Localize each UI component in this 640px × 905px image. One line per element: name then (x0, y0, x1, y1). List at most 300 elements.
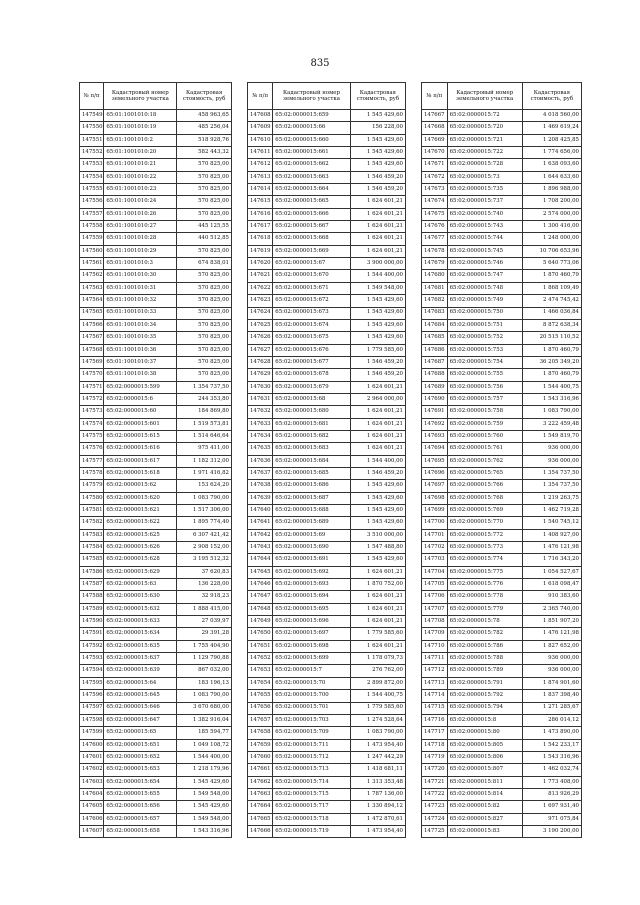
cadastral-number: 65:02:0000015:672 (273, 295, 350, 307)
row-number: 147704 (422, 566, 448, 578)
table-row (80, 690, 232, 702)
cadastral-value: 136 228,00 (177, 579, 232, 591)
cadastral-number: 65:02:0000015:728 (447, 159, 522, 171)
table-row (80, 307, 232, 319)
table-row (248, 603, 406, 615)
table-row (422, 295, 582, 307)
table-row (422, 393, 582, 405)
table-row (80, 221, 232, 233)
cadastral-value: 1 787 136,00 (350, 788, 405, 800)
row-number: 147643 (248, 542, 273, 554)
row-number: 147720 (422, 764, 448, 776)
cadastral-number: 65:02:0000015:617 (104, 455, 177, 467)
cadastral-value: 1 546 459,20 (350, 184, 405, 196)
cadastral-value: 1 545 429,60 (350, 307, 405, 319)
row-number: 147660 (248, 751, 273, 763)
cadastral-number: 65:02:0000015:67 (273, 258, 350, 270)
table-row (80, 764, 232, 776)
cadastral-number: 65:02:0000015:620 (104, 492, 177, 504)
header-number: № п/п (422, 83, 448, 110)
cadastral-number: 65:02:0000015:737 (447, 196, 522, 208)
cadastral-number: 65:02:0000015:68 (273, 393, 350, 405)
cadastral-value: 20 515 110,52 (522, 332, 581, 344)
cadastral-number: 65:02:0000015:811 (447, 776, 522, 788)
cadastral-number: 65:02:0000015:657 (104, 813, 177, 825)
cadastral-value: 1 888 415,00 (177, 603, 232, 615)
cadastral-number: 65:02:0000015:601 (104, 418, 177, 430)
table-row (80, 739, 232, 751)
cadastral-value: 570 825,00 (177, 270, 232, 282)
cadastral-value: 1 545 429,60 (350, 505, 405, 517)
cadastral-number: 65:02:0000015:629 (104, 566, 177, 578)
row-number: 147604 (80, 788, 104, 800)
cadastral-number: 65:02:0000015:635 (104, 640, 177, 652)
table-row (248, 430, 406, 442)
row-number: 147563 (80, 282, 104, 294)
table-row (248, 542, 406, 554)
table-row (80, 492, 232, 504)
table-row (422, 147, 582, 159)
table-row (80, 245, 232, 257)
row-number: 147630 (248, 381, 273, 393)
cadastral-number: 65:02:0000015:766 (447, 480, 522, 492)
cadastral-value: 1 545 429,60 (350, 319, 405, 331)
row-number: 147637 (248, 467, 273, 479)
row-number: 147657 (248, 714, 273, 726)
cadastral-value: 1 219 263,75 (522, 492, 581, 504)
table-row (80, 270, 232, 282)
cadastral-value: 1 382 916,04 (177, 714, 232, 726)
table-row (80, 208, 232, 220)
cadastral-value: 3 195 512,32 (177, 554, 232, 566)
table-row (248, 233, 406, 245)
page-number: 835 (310, 58, 330, 69)
row-number: 147701 (422, 529, 448, 541)
row-number: 147651 (248, 640, 273, 652)
cadastral-number: 65:02:0000015:8 (447, 714, 522, 726)
cadastral-number: 65:02:0000015:774 (447, 554, 522, 566)
header-cadastral-number: Кадастровый номер земельного участка (273, 83, 350, 110)
cadastral-number: 65:01:1001010:37 (104, 356, 177, 368)
cadastral-value: 5 640 773,06 (522, 258, 581, 270)
header-cadastral-value: Кадастровая стоимость, руб (522, 83, 581, 110)
row-number: 147690 (422, 393, 448, 405)
table-row (80, 801, 232, 813)
table-row (80, 332, 232, 344)
row-number: 147619 (248, 245, 273, 257)
cadastral-value: 1 827 652,00 (522, 640, 581, 652)
cadastral-value: 1 624 601,21 (350, 443, 405, 455)
cadastral-value: 1 624 601,21 (350, 591, 405, 603)
cadastral-number: 65:02:0000015:753 (447, 344, 522, 356)
cadastral-number: 65:02:0000015:687 (273, 492, 350, 504)
row-number: 147632 (248, 406, 273, 418)
table-row (248, 245, 406, 257)
cadastral-number: 65:02:0000015:769 (447, 505, 522, 517)
cadastral-value: 570 825,00 (177, 295, 232, 307)
cadastral-value: 1 624 601,21 (350, 430, 405, 442)
row-number: 147718 (422, 739, 448, 751)
cadastral-value: 1 473 890,00 (522, 727, 581, 739)
table-row (80, 566, 232, 578)
cadastral-number: 65:02:0000015:645 (104, 690, 177, 702)
row-number: 147595 (80, 677, 104, 689)
cadastral-number: 65:02:0000015:684 (273, 455, 350, 467)
row-number: 147610 (248, 134, 273, 146)
cadastral-value: 2 964 000,00 (350, 393, 405, 405)
cadastral-value: 1 330 894,12 (350, 801, 405, 813)
table-row (248, 467, 406, 479)
row-number: 147593 (80, 653, 104, 665)
cadastral-number: 65:02:0000015:697 (273, 628, 350, 640)
row-number: 147668 (422, 122, 448, 134)
table-row (80, 653, 232, 665)
table-row (422, 764, 582, 776)
cadastral-value: 936 000,00 (522, 443, 581, 455)
cadastral-number: 65:02:0000015:646 (104, 702, 177, 714)
cadastral-number: 65:02:0000015:748 (447, 282, 522, 294)
cadastral-number: 65:02:0000015:681 (273, 418, 350, 430)
table-row (248, 184, 406, 196)
cadastral-number: 65:02:0000015:696 (273, 616, 350, 628)
table-row (248, 751, 406, 763)
row-number: 147558 (80, 221, 104, 233)
row-number: 147665 (248, 813, 273, 825)
cadastral-value: 1 544 400,75 (522, 381, 581, 393)
table-row (422, 270, 582, 282)
row-number: 147678 (422, 245, 448, 257)
row-number: 147553 (80, 159, 104, 171)
cadastral-number: 65:02:0000015:660 (273, 134, 350, 146)
table-row (80, 813, 232, 825)
cadastral-number: 65:02:0000015:69 (273, 529, 350, 541)
cadastral-number: 65:02:0000015:759 (447, 418, 522, 430)
cadastral-number: 65:01:1001010:36 (104, 344, 177, 356)
table-row (80, 702, 232, 714)
row-number: 147554 (80, 171, 104, 183)
cadastral-value: 440 512,85 (177, 233, 232, 245)
row-number: 147613 (248, 171, 273, 183)
row-number: 147572 (80, 393, 104, 405)
table-row (422, 480, 582, 492)
table-row (422, 554, 582, 566)
row-number: 147705 (422, 579, 448, 591)
table-row (422, 110, 582, 122)
table-row (248, 344, 406, 356)
cadastral-value: 570 825,00 (177, 171, 232, 183)
row-number: 147682 (422, 295, 448, 307)
row-number: 147624 (248, 307, 273, 319)
cadastral-value: 1 462 032,74 (522, 764, 581, 776)
cadastral-value: 570 825,00 (177, 319, 232, 331)
row-number: 147562 (80, 270, 104, 282)
cadastral-number: 65:02:0000015:699 (273, 653, 350, 665)
row-number: 147628 (248, 356, 273, 368)
table-row (248, 788, 406, 800)
cadastral-value: 3 222 459,48 (522, 418, 581, 430)
cadastral-number: 65:01:1001010:33 (104, 307, 177, 319)
cadastral-value: 1 624 601,21 (350, 640, 405, 652)
row-number: 147655 (248, 690, 273, 702)
row-number: 147581 (80, 505, 104, 517)
cadastral-number: 65:02:0000015:689 (273, 517, 350, 529)
table-row (248, 505, 406, 517)
row-number: 147669 (422, 134, 448, 146)
cadastral-number: 65:02:0000015:654 (104, 776, 177, 788)
cadastral-number: 65:02:0000015:792 (447, 690, 522, 702)
cadastral-number: 65:02:0000015:679 (273, 381, 350, 393)
cadastral-value: 37 620,83 (177, 566, 232, 578)
cadastral-number: 65:02:0000015:680 (273, 406, 350, 418)
row-number: 147663 (248, 788, 273, 800)
row-number: 147681 (422, 282, 448, 294)
row-number: 147560 (80, 245, 104, 257)
cadastral-number: 65:02:0000015:794 (447, 702, 522, 714)
cadastral-number: 65:02:0000015:695 (273, 603, 350, 615)
cadastral-value: 1 971 416,82 (177, 467, 232, 479)
row-number: 147695 (422, 455, 448, 467)
table-row (248, 122, 406, 134)
cadastral-number: 65:01:1001010:35 (104, 332, 177, 344)
table-row (248, 147, 406, 159)
table-row (248, 319, 406, 331)
cadastral-number: 65:02:0000015:7 (273, 665, 350, 677)
cadastral-value: 1 545 429,60 (350, 480, 405, 492)
cadastral-number: 65:02:0000015:662 (273, 159, 350, 171)
row-number: 147615 (248, 196, 273, 208)
cadastral-value: 184 869,80 (177, 406, 232, 418)
cadastral-value: 1 549 548,00 (177, 788, 232, 800)
row-number: 147585 (80, 554, 104, 566)
row-number: 147646 (248, 579, 273, 591)
table-row (248, 418, 406, 430)
table-row (80, 727, 232, 739)
cadastral-value: 1 545 429,60 (350, 134, 405, 146)
table-row (80, 529, 232, 541)
cadastral-value: 518 928,76 (177, 134, 232, 146)
table-row (422, 665, 582, 677)
cadastral-number: 65:02:0000015:747 (447, 270, 522, 282)
table-row (80, 319, 232, 331)
table-row (80, 591, 232, 603)
table-row (80, 369, 232, 381)
cadastral-value: 1 182 312,00 (177, 455, 232, 467)
row-number: 147605 (80, 801, 104, 813)
cadastral-table-column-1 (79, 82, 232, 838)
table-row (422, 430, 582, 442)
cadastral-value: 1 542 233,17 (522, 739, 581, 751)
table-row (80, 258, 232, 270)
table-row (80, 714, 232, 726)
row-number: 147570 (80, 369, 104, 381)
cadastral-number: 65:02:0000015:791 (447, 677, 522, 689)
cadastral-value: 570 825,00 (177, 344, 232, 356)
cadastral-value: 29 391,28 (177, 628, 232, 640)
row-number: 147592 (80, 640, 104, 652)
table-row (248, 110, 406, 122)
cadastral-number: 65:02:0000015:761 (447, 443, 522, 455)
cadastral-number: 65:02:0000015:752 (447, 332, 522, 344)
table-row (248, 134, 406, 146)
cadastral-value: 570 825,00 (177, 184, 232, 196)
row-number: 147687 (422, 356, 448, 368)
table-row (248, 529, 406, 541)
table-row (248, 801, 406, 813)
table-row (80, 628, 232, 640)
row-number: 147664 (248, 801, 273, 813)
cadastral-value: 8 872 638,34 (522, 319, 581, 331)
cadastral-value: 1 049 108,72 (177, 739, 232, 751)
table-row (248, 628, 406, 640)
cadastral-value: 1 544 400,75 (350, 690, 405, 702)
table-row (422, 233, 582, 245)
cadastral-value: 1 054 527,67 (522, 566, 581, 578)
cadastral-number: 65:01:1001010:29 (104, 245, 177, 257)
cadastral-number: 65:02:0000015:721 (447, 134, 522, 146)
cadastral-value: 183 196,13 (177, 677, 232, 689)
cadastral-value: 1 545 429,60 (350, 492, 405, 504)
row-number: 147555 (80, 184, 104, 196)
row-number: 147724 (422, 813, 448, 825)
cadastral-value: 2 899 872,00 (350, 677, 405, 689)
cadastral-value: 1 418 681,11 (350, 764, 405, 776)
row-number: 147672 (422, 171, 448, 183)
row-number: 147722 (422, 788, 448, 800)
table-row (80, 282, 232, 294)
cadastral-value: 813 926,29 (522, 788, 581, 800)
cadastral-number: 65:02:0000015:719 (273, 825, 350, 837)
cadastral-value: 1 514 646,64 (177, 430, 232, 442)
cadastral-number: 65:02:0000015:63 (104, 579, 177, 591)
row-number: 147611 (248, 147, 273, 159)
row-number: 147650 (248, 628, 273, 640)
row-number: 147568 (80, 344, 104, 356)
cadastral-value: 570 825,00 (177, 245, 232, 257)
cadastral-value: 936 000,00 (522, 653, 581, 665)
row-number: 147716 (422, 714, 448, 726)
cadastral-value: 1 546 459,20 (350, 369, 405, 381)
cadastral-value: 1 779 585,60 (350, 702, 405, 714)
row-number: 147725 (422, 825, 448, 837)
cadastral-value: 1 837 398,40 (522, 690, 581, 702)
table-row (422, 208, 582, 220)
row-number: 147549 (80, 110, 104, 122)
cadastral-value: 570 825,00 (177, 196, 232, 208)
cadastral-number: 65:02:0000015:735 (447, 184, 522, 196)
table-row (248, 616, 406, 628)
cadastral-number: 65:01:1001010:28 (104, 233, 177, 245)
cadastral-number: 65:02:0000015:751 (447, 319, 522, 331)
table-row (248, 690, 406, 702)
cadastral-number: 65:02:0000015:80 (447, 727, 522, 739)
cadastral-number: 65:02:0000015:64 (104, 677, 177, 689)
table-row (422, 690, 582, 702)
cadastral-number: 65:02:0000015:713 (273, 764, 350, 776)
cadastral-value: 570 825,00 (177, 369, 232, 381)
cadastral-value: 1 543 316,96 (522, 393, 581, 405)
cadastral-value: 1 545 429,60 (350, 295, 405, 307)
cadastral-value: 570 825,00 (177, 282, 232, 294)
cadastral-value: 1 469 619,24 (522, 122, 581, 134)
row-number: 147616 (248, 208, 273, 220)
cadastral-value: 2 574 000,00 (522, 208, 581, 220)
cadastral-value: 570 825,00 (177, 159, 232, 171)
cadastral-value: 2 908 152,00 (177, 542, 232, 554)
cadastral-value: 1 546 459,20 (350, 171, 405, 183)
table-row (248, 196, 406, 208)
cadastral-number: 65:02:0000015:717 (273, 801, 350, 813)
cadastral-value: 1 851 907,20 (522, 616, 581, 628)
cadastral-value: 1 624 601,21 (350, 208, 405, 220)
cadastral-number: 65:02:0000015:633 (104, 616, 177, 628)
table-row (422, 579, 582, 591)
cadastral-value: 1 476 121,98 (522, 542, 581, 554)
cadastral-value: 1 462 719,28 (522, 505, 581, 517)
table-row (422, 739, 582, 751)
row-number: 147642 (248, 529, 273, 541)
table-row (422, 616, 582, 628)
table-row (248, 640, 406, 652)
cadastral-value: 1 708 200,00 (522, 196, 581, 208)
table-row (422, 344, 582, 356)
cadastral-number: 65:02:0000015:760 (447, 430, 522, 442)
cadastral-number: 65:02:0000015:714 (273, 776, 350, 788)
row-number: 147601 (80, 751, 104, 763)
cadastral-number: 65:01:1001010:18 (104, 110, 177, 122)
table-row (422, 788, 582, 800)
cadastral-number: 65:02:0000015:750 (447, 307, 522, 319)
cadastral-number: 65:02:0000015:670 (273, 270, 350, 282)
cadastral-value: 1 354 737,50 (522, 467, 581, 479)
cadastral-number: 65:02:0000015:688 (273, 505, 350, 517)
row-number: 147676 (422, 221, 448, 233)
row-number: 147654 (248, 677, 273, 689)
row-number: 147618 (248, 233, 273, 245)
table-row (248, 825, 406, 837)
cadastral-number: 65:02:0000015:678 (273, 369, 350, 381)
cadastral-number: 65:02:0000015:62 (104, 480, 177, 492)
cadastral-number: 65:02:0000015:60 (104, 406, 177, 418)
cadastral-value: 936 000,00 (522, 665, 581, 677)
row-number: 147691 (422, 406, 448, 418)
row-number: 147686 (422, 344, 448, 356)
cadastral-number: 65:01:1001010:2 (104, 134, 177, 146)
table-row (422, 122, 582, 134)
table-row (80, 616, 232, 628)
cadastral-number: 65:02:0000015:664 (273, 184, 350, 196)
cadastral-value: 1 247 442,29 (350, 751, 405, 763)
row-number: 147641 (248, 517, 273, 529)
table-row (422, 505, 582, 517)
row-number: 147569 (80, 356, 104, 368)
cadastral-number: 65:02:0000015:698 (273, 640, 350, 652)
cadastral-number: 65:02:0000015:756 (447, 381, 522, 393)
cadastral-number: 65:02:0000015:78 (447, 616, 522, 628)
table-row (422, 542, 582, 554)
cadastral-number: 65:01:1001010:23 (104, 184, 177, 196)
cadastral-value: 1 874 901,60 (522, 677, 581, 689)
cadastral-number: 65:02:0000015:637 (104, 653, 177, 665)
cadastral-value: 3 670 680,00 (177, 702, 232, 714)
table-row (80, 184, 232, 196)
cadastral-number: 65:02:0000015:634 (104, 628, 177, 640)
table-row (80, 603, 232, 615)
cadastral-number: 65:02:0000015:677 (273, 356, 350, 368)
table-row (248, 282, 406, 294)
cadastral-number: 65:02:0000015:671 (273, 282, 350, 294)
row-number: 147612 (248, 159, 273, 171)
row-number: 147648 (248, 603, 273, 615)
